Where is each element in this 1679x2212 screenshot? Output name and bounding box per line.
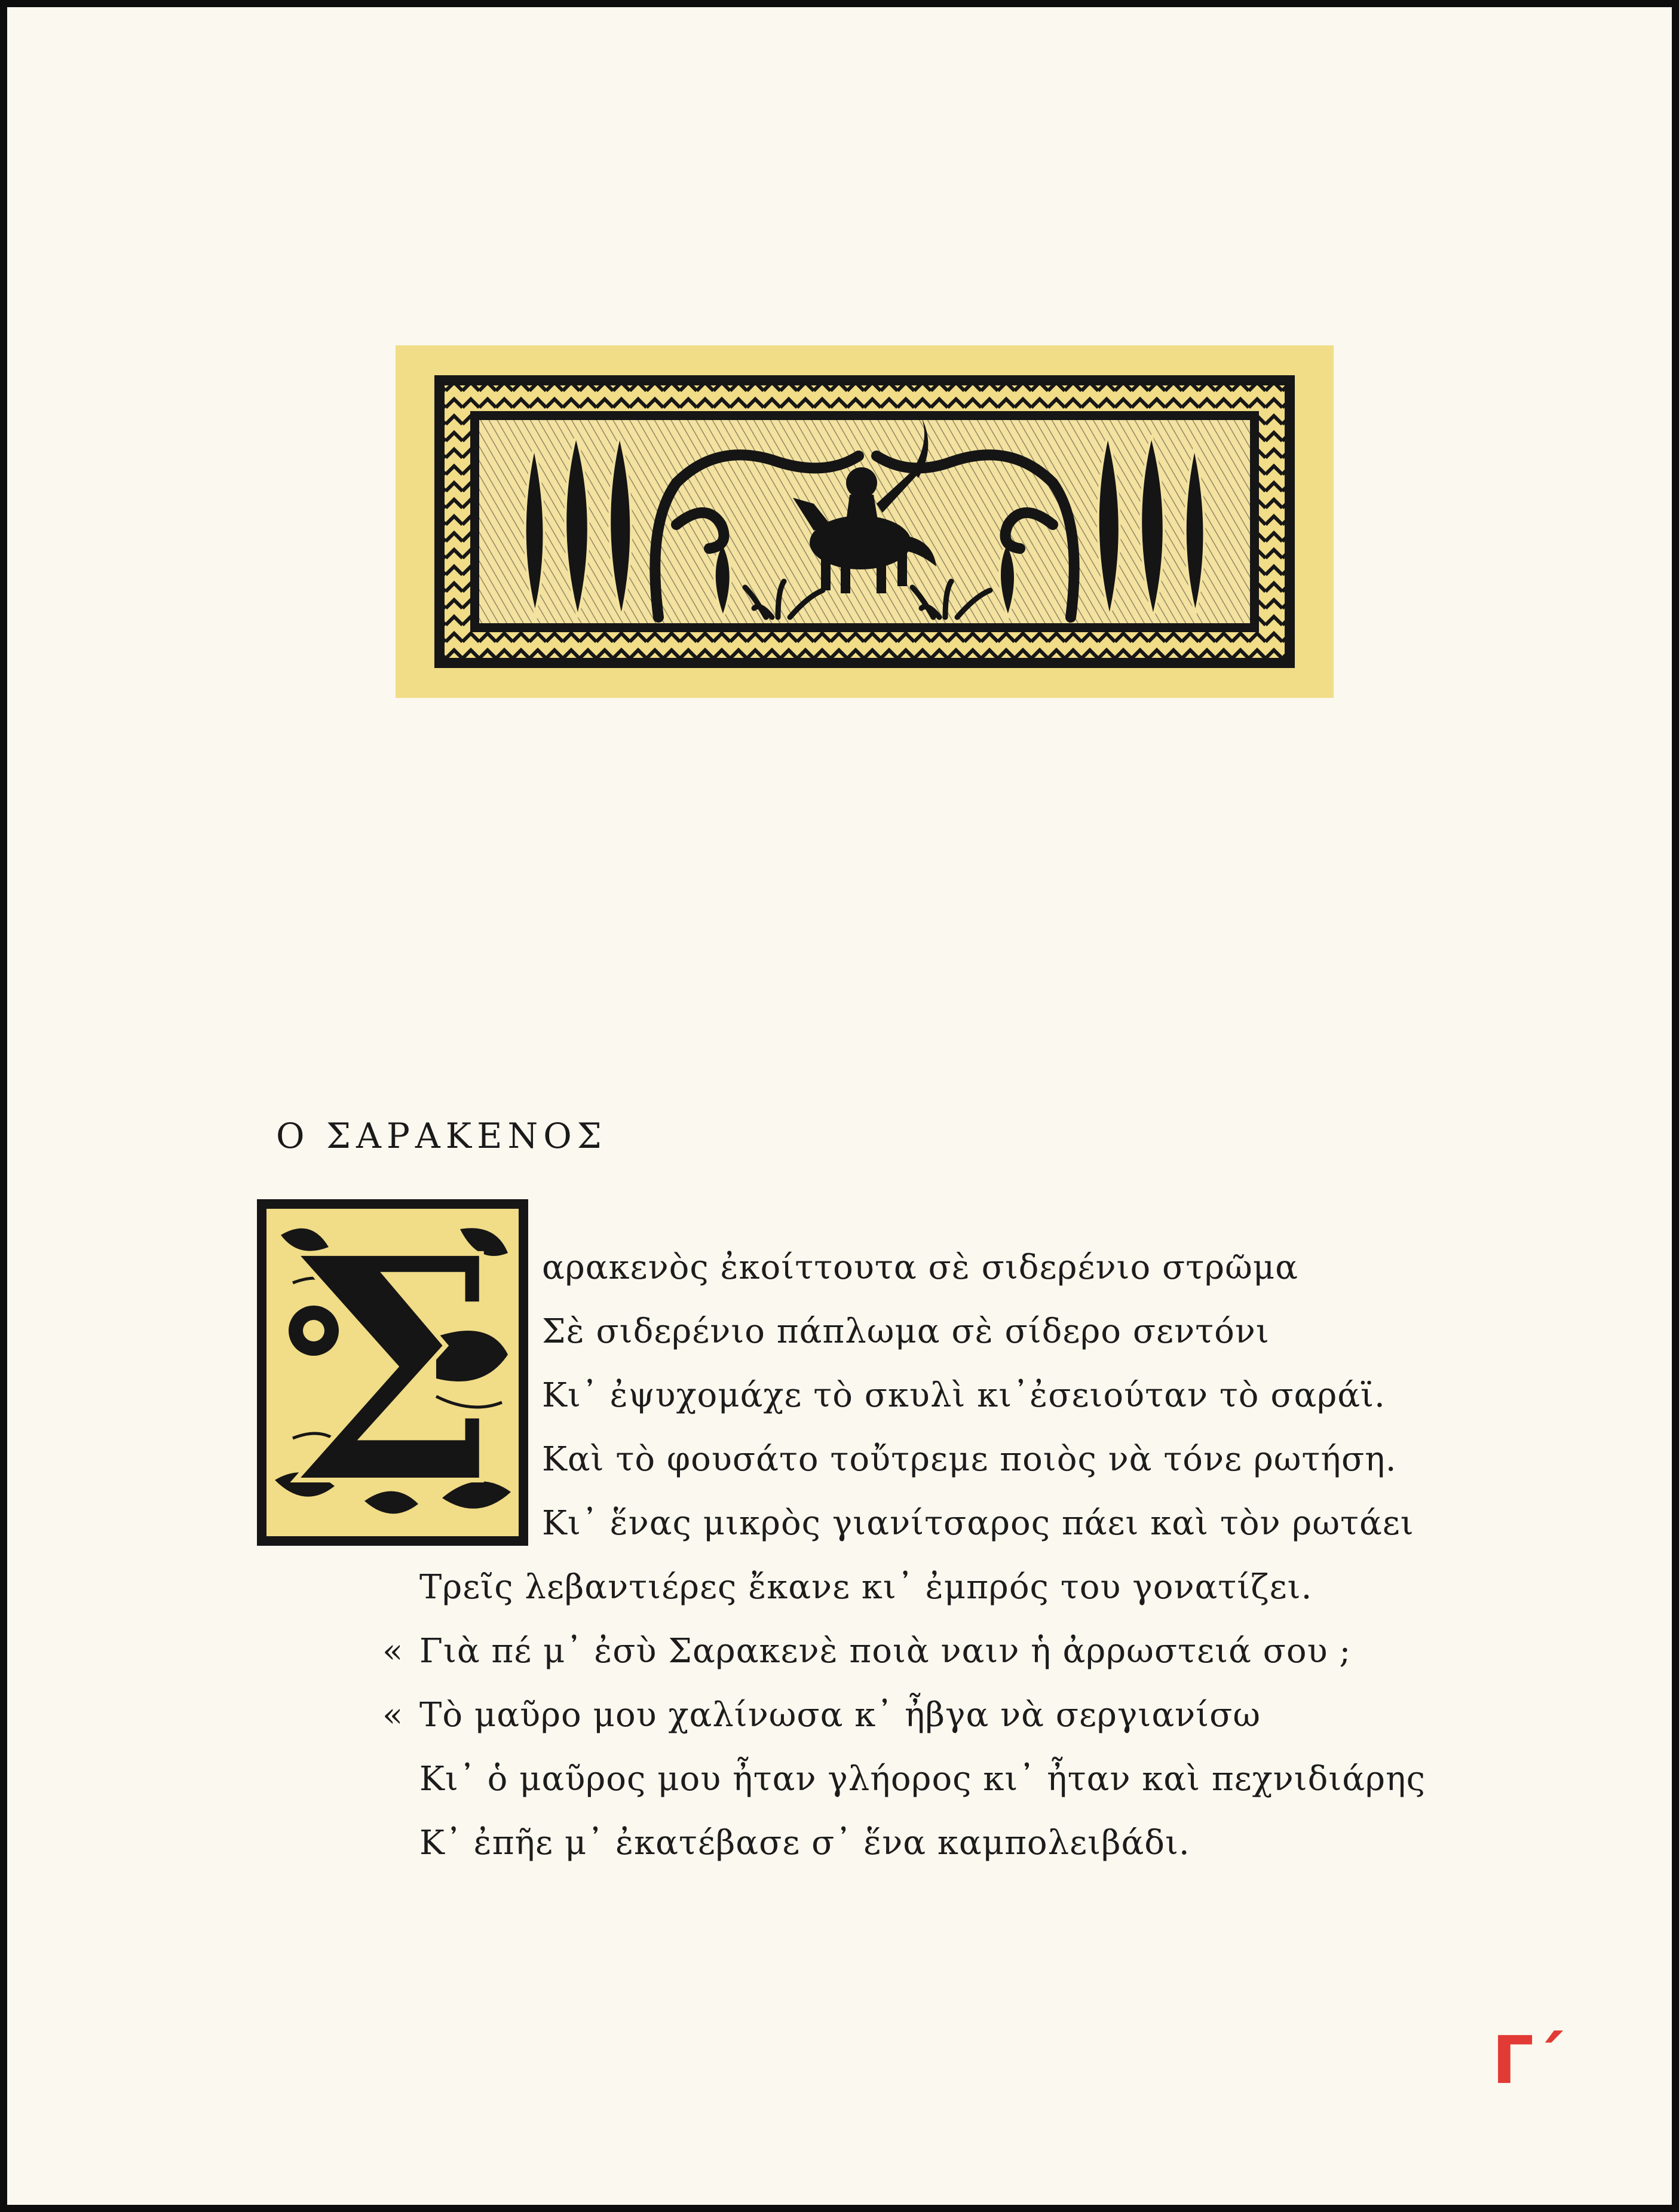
quote-mark: « — [382, 1632, 404, 1671]
quote-mark: « — [382, 1696, 404, 1735]
decorated-initial-sigma — [257, 1199, 528, 1546]
book-page — [7, 7, 1672, 2205]
verse-line: « Γιὰ πέ μ᾽ ἐσὺ Σαρακενὲ ποιὰ ναιν ἡ ἀρρωστειά σου ; — [382, 1632, 1352, 1671]
woodcut-banner-illustration — [396, 345, 1334, 698]
verse-line: Κι᾽ ὁ μαῦρος μου ἦταν γλήορος κι᾽ ἦταν καὶ πεχνιδιάρης — [419, 1760, 1426, 1799]
verse-line: Καὶ τὸ φουσάτο τοὔτρεμε ποιὸς νὰ τόνε ρωτήση. — [542, 1440, 1397, 1479]
verse-line: Κι᾽ ἐψυχομάχε τὸ σκυλὶ κι᾽ἐσειούταν τὸ σαράϊ. — [542, 1376, 1386, 1415]
verse-line: « Τὸ μαῦρο μου χαλίνωσα κ᾽ ἦβγα νὰ σεργιανίσω — [382, 1696, 1261, 1735]
initial-letter: Σ — [283, 1199, 503, 1546]
verse-line: Κ᾽ ἐπῆε μ᾽ ἐκατέβασε σ᾽ ἕνα καμπολειβάδι. — [419, 1824, 1190, 1862]
verse-line: Σὲ σιδερένιο πάπλωμα σὲ σίδερο σεντόνι — [542, 1312, 1270, 1351]
page-number-marker: Γ΄ — [1492, 2022, 1563, 2098]
verse-line: Τρεῖς λεβαντιέρες ἔκανε κι᾽ ἐμπρός του γονατίζει. — [419, 1568, 1313, 1607]
poem-title: Ο ΣΑΡΑΚΕΝΟΣ — [276, 1116, 607, 1156]
verse-line: αρακενὸς ἐκοίττουτα σὲ σιδερένιο στρῶμα — [542, 1248, 1298, 1287]
verse-line: Κι᾽ ἕνας μικρὸς γιανίτσαρος πάει καὶ τὸν ρωτάει — [542, 1504, 1414, 1543]
